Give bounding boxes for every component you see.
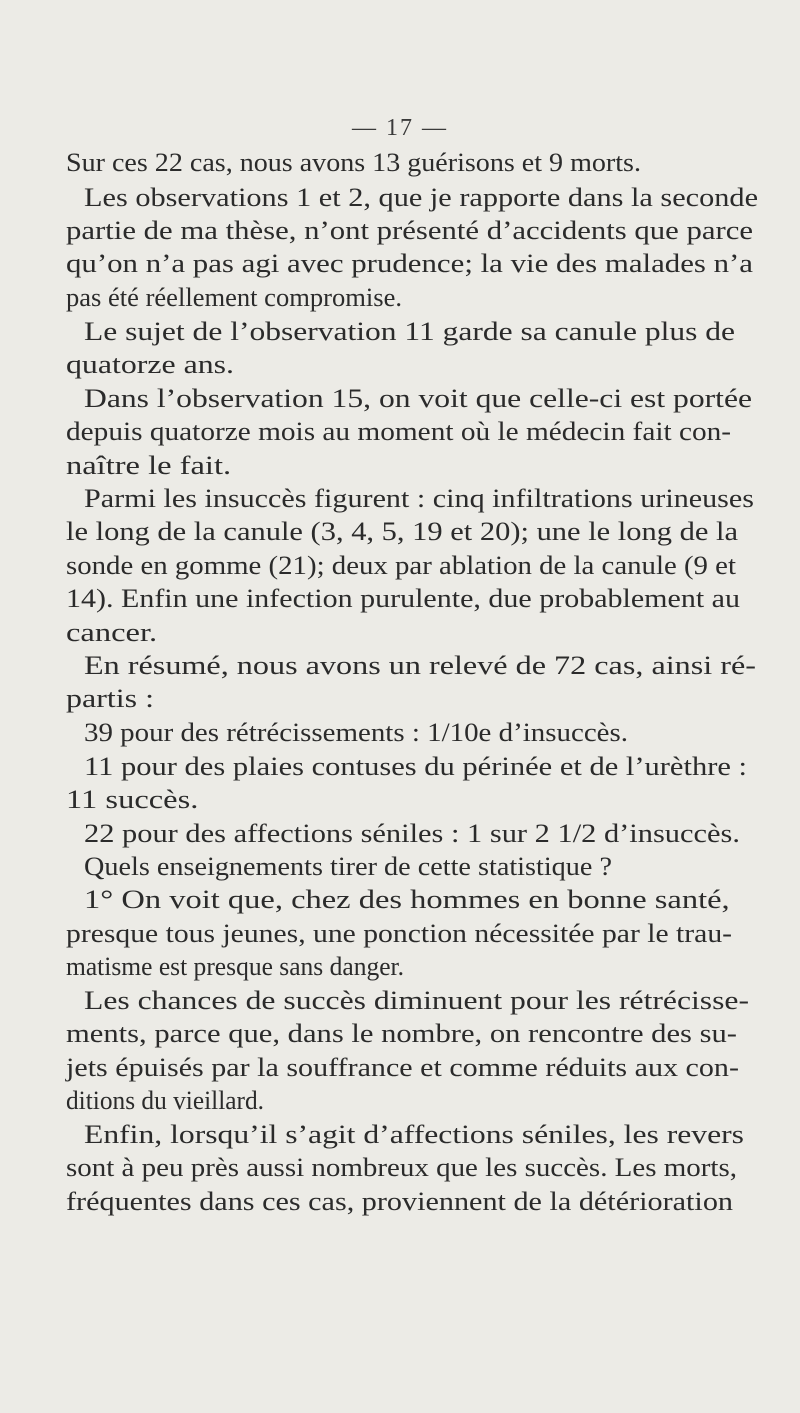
text-line: le long de la canule (3, 4, 5, 19 et 20); une le long de la <box>66 517 739 546</box>
text-line: quatorze ans. <box>66 350 234 379</box>
text-line: partis : <box>66 684 155 713</box>
text-line: matisme est presque sans danger. <box>66 952 405 981</box>
text-line: pas été réellement compromise. <box>66 283 402 312</box>
text-line: jets épuisés par la souffrance et comme réduits aux con- <box>66 1053 739 1082</box>
text-line: sont à peu près aussi nombreux que les succès. Les morts, <box>66 1153 737 1182</box>
text-line: Les observations 1 et 2, que je rapporte dans la seconde <box>84 183 759 212</box>
text-line: 11 pour des plaies contuses du périnée et de l’urèthre : <box>84 752 748 781</box>
text-line: Le sujet de l’observation 11 garde sa canule plus de <box>84 317 736 346</box>
text-line: depuis quatorze mois au moment où le médecin fait con- <box>66 417 732 446</box>
text-line: partie de ma thèse, n’ont présenté d’accidents que parce <box>66 216 754 245</box>
text-line: fréquentes dans ces cas, proviennent de la détérioration <box>66 1187 734 1216</box>
text-line: qu’on n’a pas agi avec prudence; la vie des malades n’a <box>66 249 754 278</box>
text-line: Sur ces 22 cas, nous avons 13 guérisons et 9 morts. <box>66 148 641 177</box>
text-line: sonde en gomme (21); deux par ablation de la canule (9 et <box>66 551 736 580</box>
text-line: Les chances de succès diminuent pour les rétrécisse- <box>84 986 750 1015</box>
text-line: naître le fait. <box>66 451 232 480</box>
text-line: Parmi les insuccès figurent : cinq infiltrations urineuses <box>84 484 754 513</box>
text-line: Quels enseignements tirer de cette statistique ? <box>84 852 612 881</box>
text-line: 14). Enfin une infection purulente, due probablement au <box>66 584 740 613</box>
text-line: 39 pour des rétrécissements : 1/10e d’insuccès. <box>84 718 628 747</box>
text-line: presque tous jeunes, une ponction nécessitée par le trau- <box>66 919 733 948</box>
text-line: 11 succès. <box>66 785 199 814</box>
text-line: Enfin, lorsqu’il s’agit d’affections séniles, les revers <box>84 1120 744 1149</box>
text-line: 1° On voit que, chez des hommes en bonne santé, <box>84 885 730 914</box>
text-line: ditions du vieillard. <box>66 1086 264 1115</box>
page-number: — 17 — <box>352 115 448 141</box>
text-line: Dans l’observation 15, on voit que celle-ci est portée <box>84 384 753 413</box>
text-line: En résumé, nous avons un relevé de 72 cas, ainsi ré- <box>84 651 757 680</box>
text-line: 22 pour des affections séniles : 1 sur 2 1/2 d’insuccès. <box>84 819 740 848</box>
text-line: ments, parce que, dans le nombre, on rencontre des su- <box>66 1019 737 1048</box>
text-line: cancer. <box>66 618 158 647</box>
